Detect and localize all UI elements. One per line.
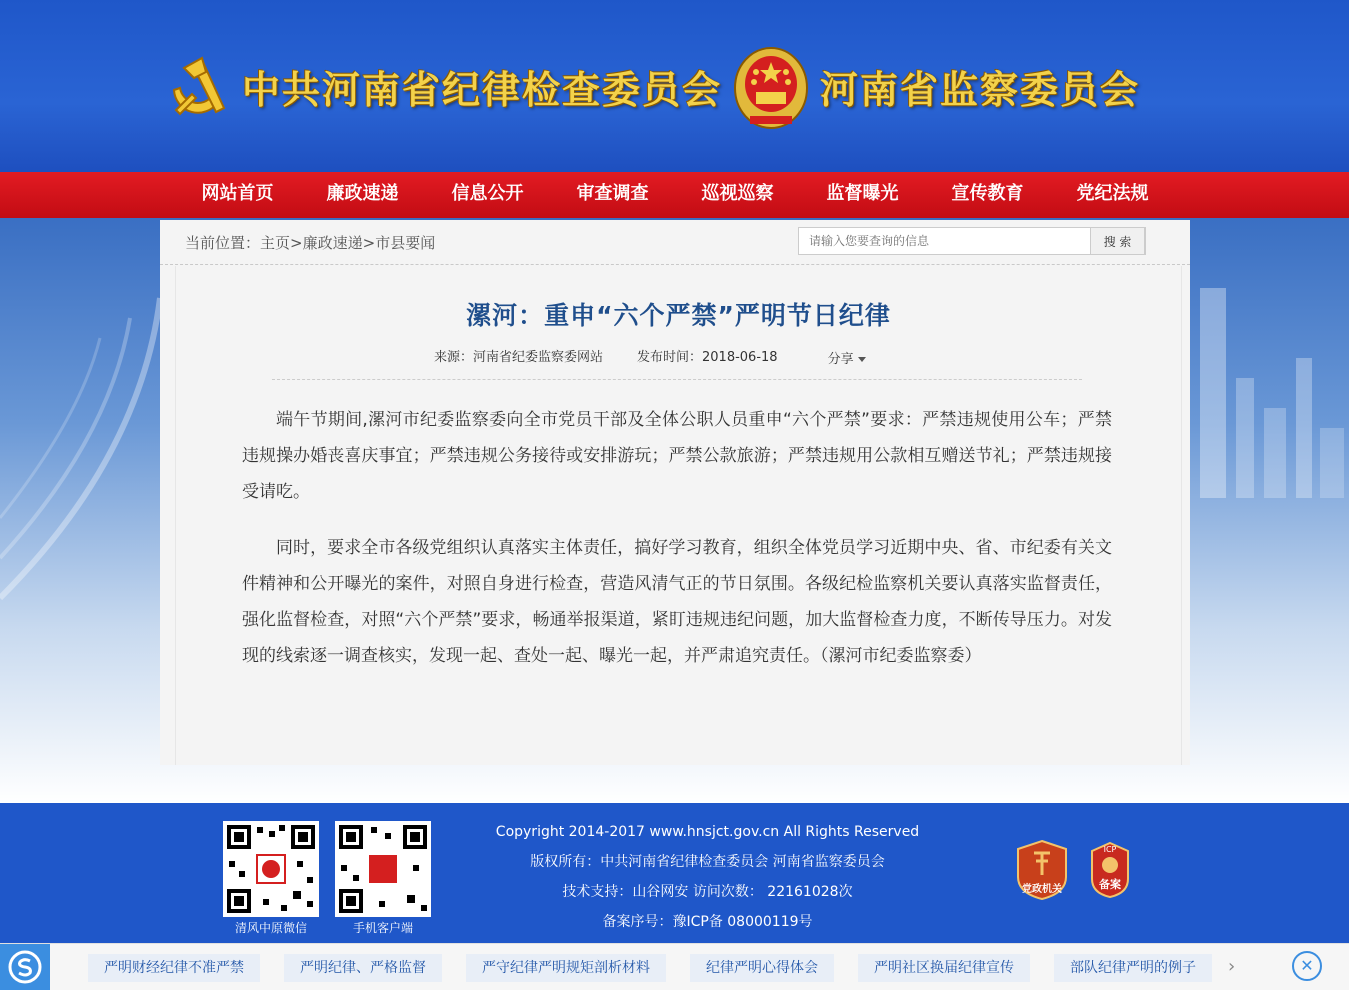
meta-divider <box>272 379 1082 380</box>
nav-item-info[interactable]: 信息公开 <box>451 183 524 204</box>
related-tag[interactable]: 部队纪律严明的例子 <box>1054 954 1212 982</box>
icp-badge[interactable] <box>1090 841 1130 899</box>
nav-item-education[interactable]: 宣传教育 <box>951 183 1024 204</box>
party-emblem-icon <box>162 50 234 122</box>
header-title-left: 中共河南省纪律检查委员会 <box>242 67 723 112</box>
app-qr-code <box>335 821 431 917</box>
breadcrumb-prefix: 当前位置： <box>185 234 261 252</box>
national-emblem-icon <box>732 42 810 130</box>
search-input[interactable] <box>799 228 1090 254</box>
share-dropdown[interactable]: 分享 <box>828 348 866 367</box>
site-footer <box>0 803 1349 943</box>
header-title-right: 河南省监察委员会 <box>820 67 1141 112</box>
close-icon[interactable]: ✕ <box>1292 951 1322 981</box>
content-panel <box>160 220 1190 765</box>
footer-copyright: Copyright 2014-2017 www.hnsjct.gov.cn All Rights Reserved <box>495 824 920 840</box>
icp-badge-top: ICP <box>1103 845 1117 854</box>
header-title-group <box>162 40 1140 132</box>
nav-item-inspection[interactable]: 巡视巡察 <box>701 183 774 204</box>
related-tag[interactable]: 严明纪律、严格监督 <box>284 954 442 982</box>
article-paragraph: 同时，要求全市各级党组织认真落实主体责任，搞好学习教育，组织全体党员学习近期中央、省、市纪委有关文件精神和公开曝光的案件，对照自身进行检查，营造风清气正的节日氛围。各级纪检监察机关要认真落实监督责任，强化监督检查，对照“六个严禁”要求，畅通举报渠道，紧盯违规违纪问题，加大监督检查力度，不断传导压力。对发现的线索逐一调查核实，发现一起、查处一起、曝光一起，并严肃追究责任。（漯河市纪委监察委） <box>242 538 1112 666</box>
article-body <box>242 402 1112 694</box>
related-tags <box>88 954 1226 982</box>
icp-badge-text: 备案 <box>1099 878 1121 891</box>
footer-icp: 备案序号：豫ICP备 08000119号 <box>602 914 813 930</box>
chevron-right-icon[interactable]: › <box>1228 956 1236 977</box>
gov-agency-badge-text: 党政机关 <box>1022 884 1062 895</box>
footer-owner: 版权所有：中共河南省纪律检查委员会 河南省监察委员会 <box>530 854 885 870</box>
article-date: 发布时间：2018-06-18 <box>637 350 778 365</box>
stadium-arc-decoration <box>0 258 180 618</box>
related-tag[interactable]: 严明财经纪律不准严禁 <box>88 954 260 982</box>
article-source: 来源：河南省纪委监察委网站 <box>434 350 604 365</box>
wechat-qr-label: 清风中原微信 <box>234 921 307 935</box>
breadcrumb-separator: > <box>362 234 376 252</box>
search-button[interactable]: 搜 索 <box>1090 227 1145 255</box>
nav-item-home[interactable]: 网站首页 <box>201 183 274 204</box>
related-tag[interactable]: 纪律严明心得体会 <box>690 954 834 982</box>
breadcrumb-current[interactable]: 市县要闻 <box>375 234 436 252</box>
gov-agency-badge[interactable] <box>1016 839 1068 901</box>
related-search-bar <box>0 943 1349 990</box>
breadcrumb-home[interactable]: 主页 <box>260 234 291 252</box>
footer-support: 技术支持：山谷网安 访问次数： 22161028次 <box>562 884 853 900</box>
app-qr-label: 手机客户端 <box>352 921 413 935</box>
breadcrumb-bar <box>160 220 1190 265</box>
search-box <box>798 227 1146 255</box>
article-container <box>175 266 1182 765</box>
nav-item-regulations[interactable]: 党纪法规 <box>1076 183 1149 204</box>
site-header <box>0 0 1349 172</box>
main-nav <box>0 172 1349 220</box>
breadcrumb <box>185 232 435 253</box>
article-title: 漯河：重申“六个严禁”严明节日纪律 <box>466 301 891 330</box>
related-tag[interactable]: 严守纪律严明规矩剖析材料 <box>466 954 666 982</box>
sogou-logo-icon[interactable] <box>0 944 50 990</box>
article-paragraph: 端午节期间,漯河市纪委监察委向全市党员干部及全体公职人员重申“六个严禁”要求：严禁违规使用公车；严禁违规操办婚丧喜庆事宜；严禁违规公务接待或安排游玩；严禁公款旅游；严禁违规用公款相互赠送节礼；严禁违规接受请吃。 <box>242 410 1112 502</box>
wechat-qr-code <box>223 821 319 917</box>
skyline-decoration <box>1180 258 1349 518</box>
breadcrumb-section[interactable]: 廉政速递 <box>302 234 363 252</box>
footer-info <box>470 817 945 937</box>
related-tag[interactable]: 严明社区换届纪律宣传 <box>858 954 1030 982</box>
article-meta <box>434 346 866 367</box>
nav-item-investigation[interactable]: 审查调查 <box>576 183 649 204</box>
nav-item-exposure[interactable]: 监督曝光 <box>826 183 899 204</box>
nav-item-news[interactable]: 廉政速递 <box>326 183 399 204</box>
breadcrumb-separator: > <box>290 234 303 252</box>
